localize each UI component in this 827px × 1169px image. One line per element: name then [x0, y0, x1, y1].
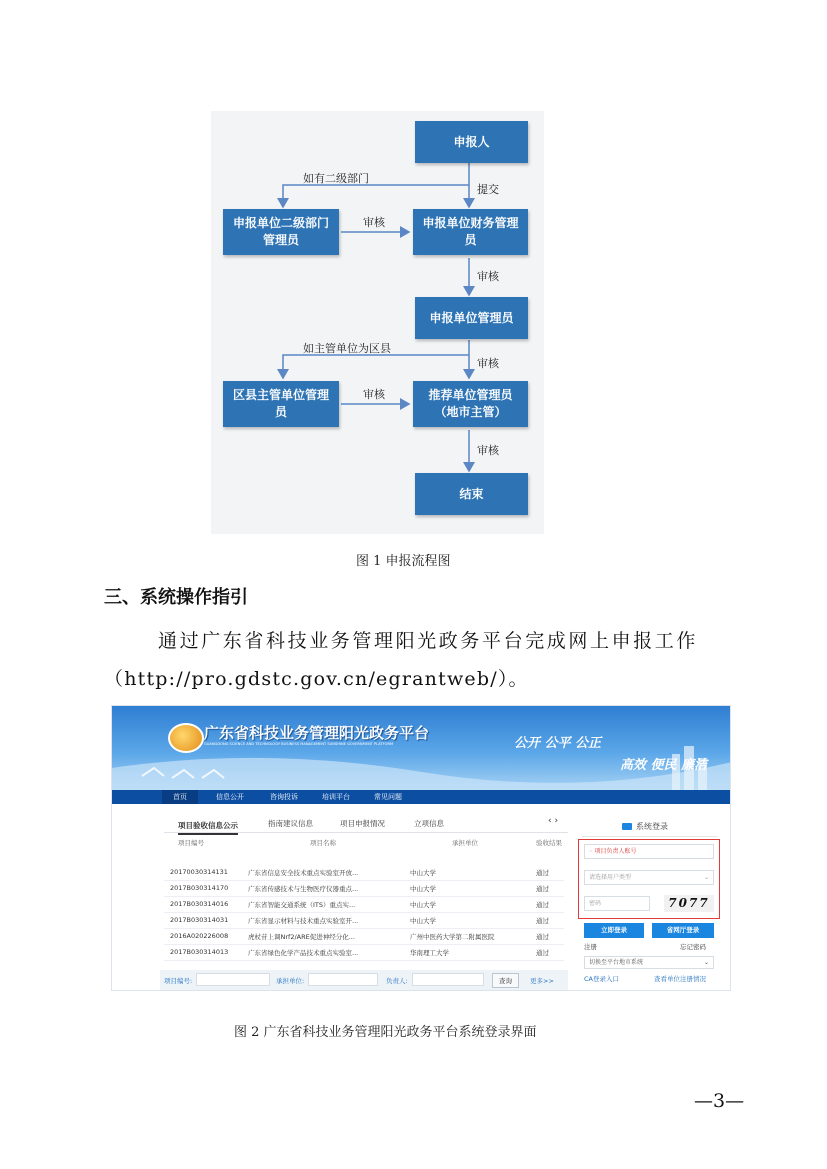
- nav-item-home[interactable]: 首页: [162, 790, 198, 804]
- label-review: 审核: [477, 270, 499, 283]
- password-placeholder: 密码: [589, 900, 602, 907]
- site-banner: [112, 706, 731, 790]
- table-row[interactable]: 2017B030314013 广东省绿色化学产品技术重点实验室... 华南理工大学 通过: [164, 944, 564, 961]
- col-header-unit: 承担单位: [452, 839, 478, 847]
- chevron-down-icon: ⌄: [703, 874, 709, 881]
- table-row[interactable]: 20170030314131 广东省信息安全技术重点实验室开放... 中山大学 通过: [164, 864, 564, 881]
- login-title: 系统登录: [636, 822, 668, 831]
- site-subtitle: GUANGDONG SCIENCE AND TECHNOLOGY BUSINESS MANAGEMENT SUNSHINE GOVERNMENT PLATFORM: [204, 742, 394, 746]
- forgot-password-link[interactable]: 忘记密码: [680, 943, 706, 951]
- node-unit-admin: 申报单位管理员: [415, 297, 528, 339]
- password-input[interactable]: [584, 896, 650, 911]
- more-link[interactable]: 更多>>: [530, 977, 554, 985]
- account-input[interactable]: [584, 844, 714, 859]
- label-review: 审核: [477, 444, 499, 457]
- monitor-icon: [622, 823, 632, 830]
- tab-application-status[interactable]: 项目申报情况: [340, 819, 385, 828]
- role-placeholder: 请选择用户类型: [589, 874, 632, 881]
- site-title: 广东省科技业务管理阳光政务平台: [204, 724, 430, 742]
- section-heading: 三、系统操作指引: [104, 587, 248, 608]
- main-nav: [112, 790, 731, 804]
- figure-2-caption: 图 2 广东省科技业务管理阳光政务平台系统登录界面: [234, 1025, 537, 1040]
- search-label-leader: 负责人:: [386, 977, 408, 985]
- role-select[interactable]: [584, 870, 714, 885]
- search-label-number: 项目编号:: [164, 977, 193, 985]
- label-review: 审核: [363, 388, 385, 401]
- table-row[interactable]: 2017B030314170 广东省传感技术与生物医疗仪器重点... 中山大学 通过: [164, 880, 564, 897]
- nav-item-faq[interactable]: 常见问题: [374, 793, 402, 801]
- col-header-number: 项目编号: [178, 839, 204, 847]
- banner-decoration: [112, 706, 731, 790]
- login-panel: [582, 816, 718, 986]
- provincial-login-button[interactable]: 省网厅登录: [652, 923, 714, 938]
- table-row[interactable]: 2017B030314031 广东省显示材料与技术重点实验室开... 中山大学 通过: [164, 912, 564, 929]
- nav-item-consult[interactable]: 咨询投诉: [270, 793, 298, 801]
- slogan-2: 高效 便民 廉洁: [620, 758, 708, 773]
- login-divider: [582, 836, 718, 837]
- table-row[interactable]: 2017B030314016 广东省智能交通系统（ITS）重点实... 中山大学 通过: [164, 896, 564, 913]
- login-button[interactable]: 立即登录: [584, 923, 644, 938]
- col-header-result: 验收结果: [536, 839, 562, 847]
- figure-1-caption: 图 1 申报流程图: [356, 554, 451, 569]
- label-if-county: 如主管单位为区县: [303, 342, 391, 355]
- city-system-label: 切换至平台地市系统: [589, 959, 644, 966]
- tabs-divider: [164, 832, 568, 833]
- query-button[interactable]: 查询: [492, 973, 519, 988]
- login-screenshot: [111, 705, 731, 991]
- chevron-down-icon: ⌄: [703, 959, 709, 966]
- search-label-unit: 承担单位:: [276, 977, 305, 985]
- search-leader-input[interactable]: [412, 973, 484, 986]
- logo-icon: [168, 723, 204, 753]
- tab-guide-suggestions[interactable]: 指南建议信息: [268, 819, 313, 828]
- nav-item-training[interactable]: 培训平台: [322, 793, 350, 801]
- nav-item-info[interactable]: 信息公开: [216, 793, 244, 801]
- node-county-admin: 区县主管单位管理 员: [223, 381, 339, 427]
- captcha-image[interactable]: 7077: [664, 895, 714, 912]
- paragraph-line-1: 通过广东省科技业务管理阳光政务平台完成网上申报工作: [158, 630, 699, 652]
- node-applicant: 申报人: [415, 121, 528, 163]
- page-number: —3—: [694, 1090, 745, 1112]
- paragraph-line-2: （http://pro.gdstc.gov.cn/egrantweb/）。: [104, 668, 529, 690]
- search-number-input[interactable]: [196, 973, 270, 986]
- register-link[interactable]: 注册: [584, 943, 597, 951]
- label-review: 审核: [477, 357, 499, 370]
- label-review: 审核: [363, 216, 385, 229]
- label-submit: 提交: [477, 183, 499, 196]
- node-finance-admin: 申报单位财务管理 员: [413, 209, 528, 255]
- col-header-name: 项目名称: [310, 839, 336, 847]
- search-unit-input[interactable]: [308, 973, 378, 986]
- tab-acceptance[interactable]: 项目验收信息公示: [178, 820, 238, 835]
- flowchart: [211, 111, 544, 534]
- node-dept-admin: 申报单位二级部门 管理员: [223, 209, 339, 255]
- user-icon: ◦: [589, 848, 595, 855]
- account-placeholder: 项目负责人账号: [594, 848, 637, 855]
- city-system-select[interactable]: [584, 956, 714, 969]
- node-recommend-admin: 推荐单位管理员 （地市主管）: [413, 381, 528, 427]
- slogan-1: 公开 公平 公正: [514, 736, 602, 751]
- unit-registration-link[interactable]: 查看单位注册情况: [654, 975, 706, 983]
- node-end: 结束: [415, 473, 528, 515]
- ca-login-link[interactable]: CA登录入口: [584, 975, 619, 983]
- tab-nav-arrows[interactable]: ‹ ›: [548, 816, 559, 826]
- label-if-secondary: 如有二级部门: [303, 172, 369, 185]
- table-row[interactable]: 2016A020226008 虎杖苷上调Nrf2/ARE促进神经分化... 广州中医药大学第二附属医院 通过: [164, 928, 564, 945]
- tab-approved[interactable]: 立项信息: [414, 819, 444, 828]
